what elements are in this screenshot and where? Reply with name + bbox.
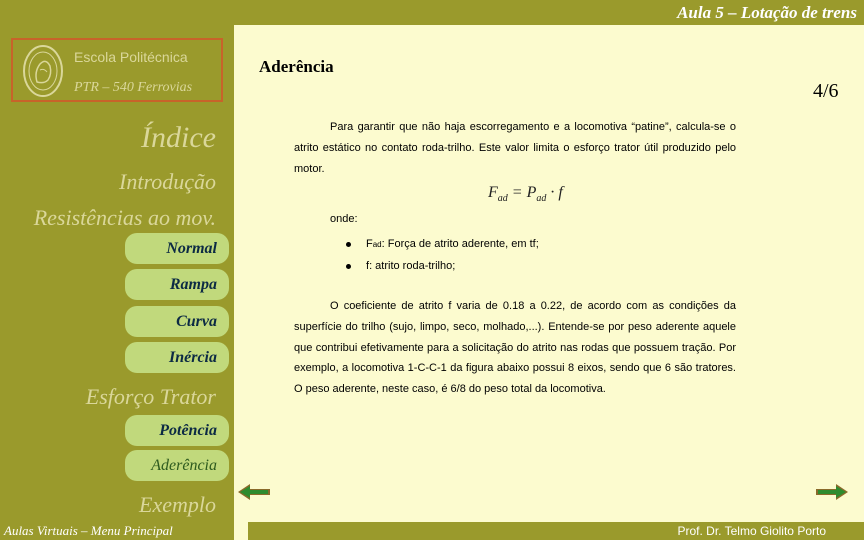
page-number: 4/6 bbox=[813, 80, 839, 102]
seal-icon bbox=[22, 44, 64, 98]
nav-resistances[interactable]: Resistências ao mov. bbox=[33, 205, 216, 230]
bullet-icon bbox=[346, 264, 351, 269]
nav-button-normal[interactable]: Normal bbox=[125, 233, 229, 264]
author-name: Prof. Dr. Telmo Giolito Porto bbox=[677, 524, 826, 538]
formula-lhs: F bbox=[488, 184, 498, 201]
formula-eq: = bbox=[511, 184, 523, 201]
logo-box bbox=[11, 38, 223, 102]
formula-p-sub: ad bbox=[536, 193, 547, 205]
bullet-symbol: f bbox=[366, 260, 370, 272]
nav-example[interactable]: Exemplo bbox=[139, 492, 216, 517]
footer-right bbox=[248, 522, 864, 540]
lesson-title: Aula 5 – Lotação de trens bbox=[677, 3, 857, 22]
nav-button-inercia[interactable]: Inércia bbox=[125, 342, 229, 373]
bullet-symbol-sub: ad bbox=[372, 239, 382, 249]
nav-introduction[interactable]: Introdução bbox=[119, 169, 216, 194]
formula-lhs-sub: ad bbox=[497, 193, 508, 205]
arrow-left-icon[interactable] bbox=[238, 484, 270, 500]
formula-f: f bbox=[558, 184, 563, 201]
bullet-text: : atrito roda-trilho; bbox=[369, 260, 456, 272]
sidebar bbox=[0, 25, 234, 522]
nav-tractive-effort[interactable]: Esforço Trator bbox=[85, 384, 216, 409]
paragraph-intro: Para garantir que não haja escorregamento e a locomotiva “patine”, calcula-se o atrito estático no contato roda-trilho. Este valor limita o esforço trator útil produzido pelo motor. bbox=[294, 121, 736, 175]
footer-bar bbox=[0, 522, 864, 540]
school-name: Escola Politécnica bbox=[74, 49, 188, 65]
nav-button-potencia[interactable]: Potência bbox=[125, 415, 229, 446]
list-item bbox=[346, 233, 539, 255]
index-title: Índice bbox=[141, 121, 216, 154]
section-heading: Aderência bbox=[259, 57, 334, 76]
definition-list bbox=[346, 233, 539, 277]
bullet-icon bbox=[346, 242, 351, 247]
bullet-symbol: F bbox=[366, 238, 373, 250]
nav-button-rampa[interactable]: Rampa bbox=[125, 269, 229, 300]
arrow-right-icon[interactable] bbox=[816, 484, 848, 500]
course-name: PTR – 540 Ferrovias bbox=[74, 80, 193, 95]
header-bar bbox=[0, 0, 864, 25]
formula bbox=[488, 184, 563, 204]
main-menu-link[interactable]: Aulas Virtuais – Menu Principal bbox=[4, 523, 173, 538]
nav-button-aderencia[interactable]: Aderência bbox=[125, 450, 229, 481]
where-label: onde: bbox=[330, 213, 358, 225]
bullet-text: : Força de atrito aderente, em tf; bbox=[381, 238, 539, 250]
footer-left bbox=[0, 522, 234, 540]
list-item bbox=[346, 255, 539, 277]
nav-button-curva[interactable]: Curva bbox=[125, 306, 229, 337]
paragraph-coefficient: O coeficiente de atrito f varia de 0.18 a 0.22, de acordo com as condições da superfície do trilho (sujo, limpo, seco, molhado,...). Entende-se por peso aderente aquele que contribui efetivamente para a solicitação do atrito nas rodas que possuem tração. Por exemplo, a locomotiva 1-C-C-1 da figura abaixo possui 8 eixos, sendo que 6 são tratores. O peso aderente, neste caso, é 6/8 do peso total da locomotiva. bbox=[294, 300, 736, 396]
formula-op: · bbox=[550, 184, 555, 201]
formula-p: P bbox=[526, 184, 537, 201]
